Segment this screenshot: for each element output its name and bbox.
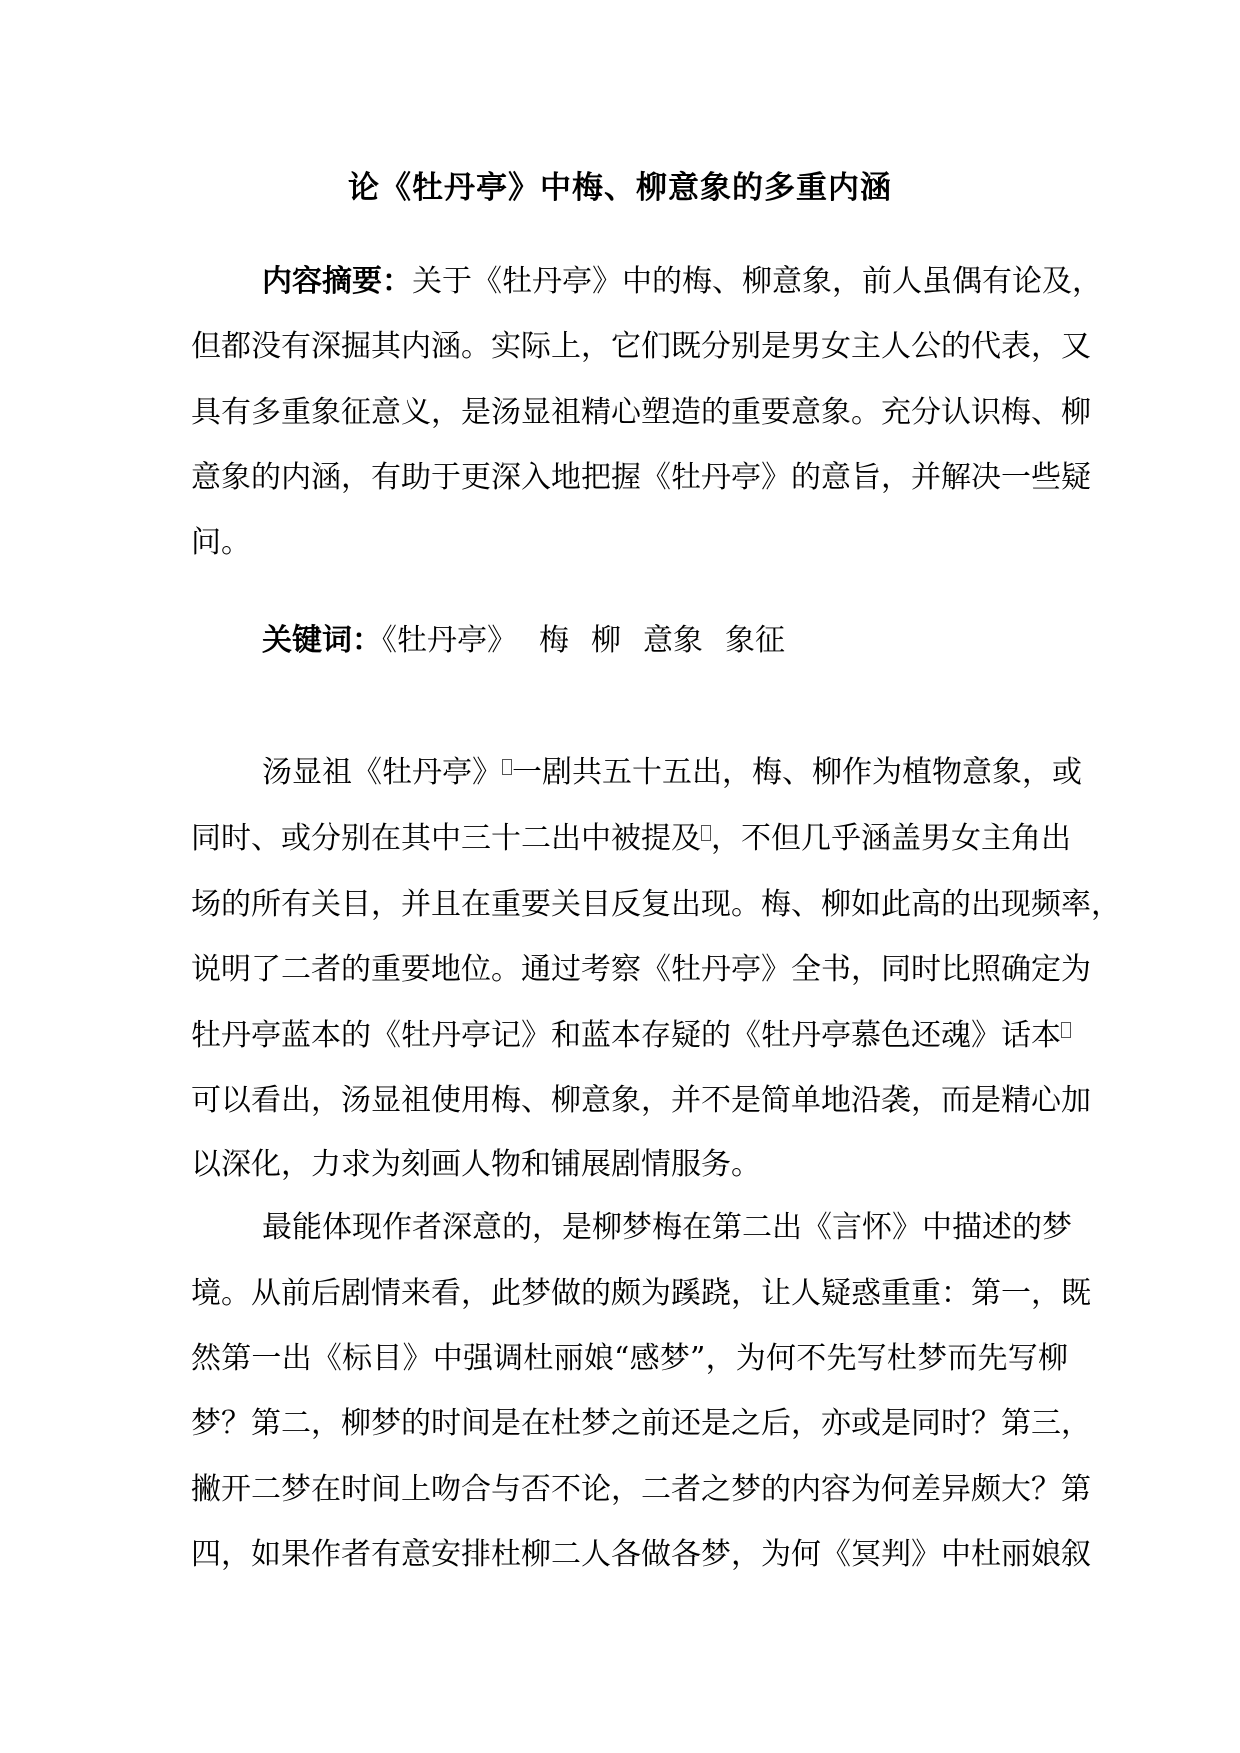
keyword: 梅 xyxy=(539,623,569,658)
body-line: 汤显祖《牡丹亭》 一剧共五十五出，梅、柳作为植物意象，或 xyxy=(262,755,1082,790)
keywords-line xyxy=(262,621,1068,661)
body-line: 最能体现作者深意的，是柳梦梅在第二出《言怀》中描述的梦 xyxy=(262,1210,1072,1245)
keyword: 柳 xyxy=(591,623,621,658)
body-line: 同时、或分别在其中三十二出中被提及 ，不但几乎涵盖男女主角出 xyxy=(191,821,1071,856)
body-line: 梦？第二，柳梦的时间是在杜梦之前还是之后，亦或是同时？第三， xyxy=(191,1406,1091,1441)
body-line: 说明了二者的重要地位。通过考察《牡丹亭》全书，同时比照确定为 xyxy=(191,952,1091,987)
keyword: 《牡丹亭》 xyxy=(382,623,517,658)
body-line: 境。从前后剧情来看，此梦做的颇为蹊跷，让人疑惑重重：第一，既 xyxy=(191,1276,1091,1311)
abstract-line: 但都没有深掘其内涵。实际上，它们既分别是男女主人公的代表，又 xyxy=(191,329,1091,364)
abstract-line: 意象的内涵，有助于更深入地把握《牡丹亭》的意旨，并解决一些疑 xyxy=(191,460,1091,495)
footnote-marker[interactable] xyxy=(701,825,711,841)
abstract-line: 内容摘要：关于《牡丹亭》中的梅、柳意象，前人虽偶有论及， xyxy=(262,264,1102,299)
body-line: 以深化，力求为刻画人物和铺展剧情服务。 xyxy=(191,1147,761,1182)
body-line: 牡丹亭蓝本的《牡丹亭记》和蓝本存疑的《牡丹亭慕色还魂》话本 xyxy=(191,1016,1068,1056)
document-title: 论《牡丹亭》中梅、柳意象的多重内涵 xyxy=(348,170,892,206)
keyword: 意象 xyxy=(643,623,703,658)
body-line: 然第一出《标目》中强调杜丽娘“感梦”，为何不先写杜梦而先写柳 xyxy=(191,1341,1068,1376)
footnote-marker[interactable] xyxy=(502,759,512,775)
body-line: 场的所有关目，并且在重要关目反复出现。梅、柳如此高的出现频率， xyxy=(191,887,1121,922)
abstract-label: 内容摘要： xyxy=(262,264,412,299)
abstract-line: 问。 xyxy=(191,525,251,560)
footnote-marker[interactable] xyxy=(1061,1022,1071,1038)
abstract-line: 具有多重象征意义，是汤显祖精心塑造的重要意象。充分认识梅、柳 xyxy=(191,395,1091,430)
body-line: 可以看出，汤显祖使用梅、柳意象，并不是简单地沿袭，而是精心加 xyxy=(191,1083,1091,1118)
body-line: 撇开二梦在时间上吻合与否不论，二者之梦的内容为何差异颇大？第 xyxy=(191,1472,1091,1507)
body-line: 四，如果作者有意安排杜柳二人各做各梦，为何《冥判》中杜丽娘叙 xyxy=(191,1537,1091,1572)
keyword: 象征 xyxy=(725,623,785,658)
keywords-label: 关键词： xyxy=(262,623,382,658)
